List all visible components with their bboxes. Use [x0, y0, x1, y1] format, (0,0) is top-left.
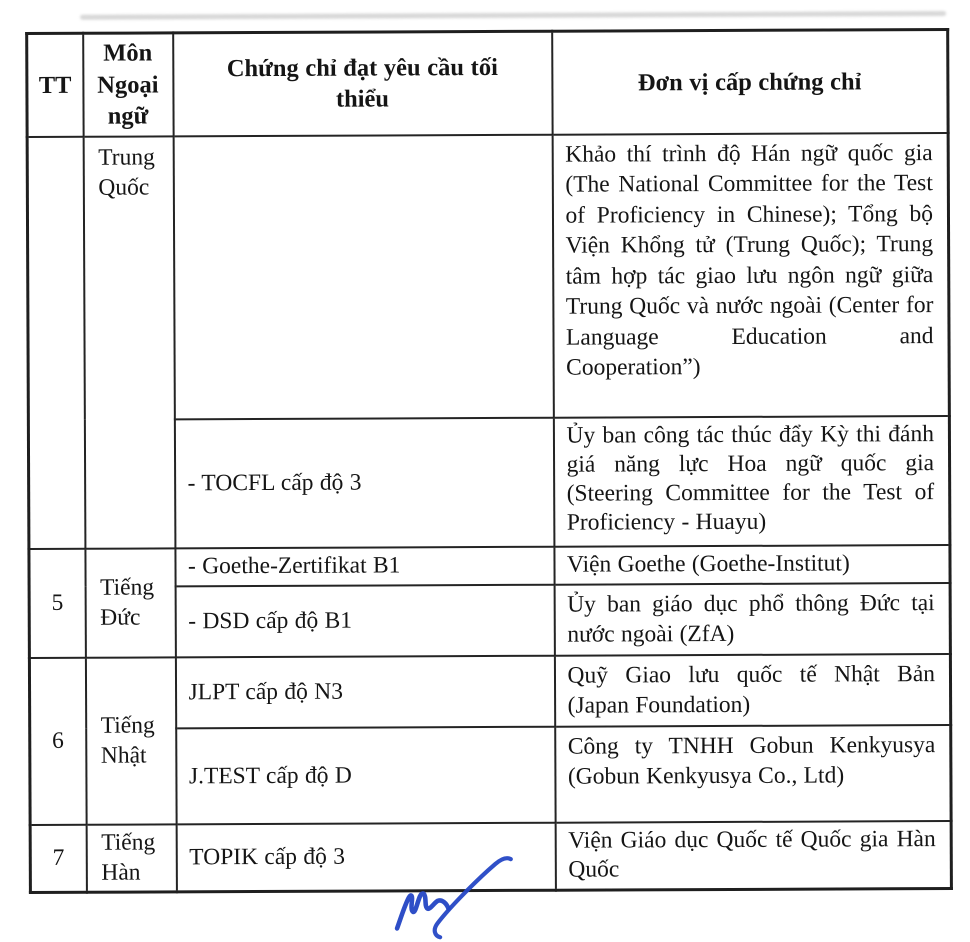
- tt-cell-japanese: 6: [29, 657, 86, 824]
- certificate-cell: - Goethe-Zertifikat B1: [175, 546, 554, 586]
- subject-cell-german: Tiếng Đức: [85, 548, 175, 658]
- subject-cell-chinese: Trung Quốc: [83, 136, 175, 548]
- certificate-cell: - DSD cấp độ B1: [175, 584, 554, 657]
- tt-cell-german: 5: [29, 548, 85, 657]
- issuer-cell: Công ty TNHH Gobun Kenkyusya (Gobun Kenkyusya Co., Ltd): [555, 725, 951, 823]
- table-header-row: [27, 29, 948, 136]
- issuer-cell: Ủy ban công tác thúc đẩy Kỳ thi đánh giá năng lực Hoa ngữ quốc gia (Steering Committee for the Test of Proficiency - Huayu): [553, 415, 950, 546]
- table-row: [27, 132, 949, 419]
- issuer-cell: Viện Goethe (Goethe-Institut): [554, 544, 950, 584]
- certificate-cell: JLPT cấp độ N3: [175, 655, 554, 728]
- certificate-cell: TOPIK cấp độ 3: [176, 823, 555, 892]
- tt-cell-chinese: [27, 136, 85, 548]
- signature-initials-stroke: [397, 893, 449, 928]
- certificates-table: [25, 28, 953, 894]
- issuer-cell: Khảo thí trình độ Hán ngữ quốc gia (The National Committee for the Test of Proficiency in Chinese); Tổng bộ Viện Khổng tử (Trung Quốc); Trung tâm hợp tác giao lưu ngôn ngữ giữa Trung Quốc và nước ngoài (Center for Language Education and Cooperation”): [552, 132, 949, 417]
- issuer-cell: Viện Giáo dục Quốc tế Quốc gia Hàn Quốc: [555, 821, 951, 890]
- certificate-cell: - TOCFL cấp độ 3: [174, 417, 554, 548]
- certificate-cell: [173, 134, 553, 419]
- header-cell-tt: TT: [27, 33, 83, 136]
- certificate-cell: J.TEST cấp độ D: [176, 727, 555, 825]
- scan-artifact-streak: [80, 11, 946, 20]
- issuer-cell: Quỹ Giao lưu quốc tế Nhật Bản (Japan Foundation): [554, 654, 950, 727]
- subject-cell-korean: Tiếng Hàn: [86, 824, 176, 892]
- table-row: [30, 821, 951, 893]
- table-row: [29, 654, 950, 729]
- tt-cell-korean: 7: [30, 825, 86, 893]
- table-row: [29, 544, 950, 586]
- header-cell-subject: Môn Ngoại ngữ: [83, 33, 173, 136]
- header-cell-issuer: Đơn vị cấp chứng chỉ: [552, 29, 948, 134]
- header-cell-certificate: Chứng chỉ đạt yêu cầu tối thiểu: [173, 31, 552, 136]
- issuer-cell: Ủy ban giáo dục phổ thông Đức tại nước ngoài (ZfA): [554, 583, 950, 656]
- subject-cell-japanese: Tiếng Nhật: [85, 657, 176, 824]
